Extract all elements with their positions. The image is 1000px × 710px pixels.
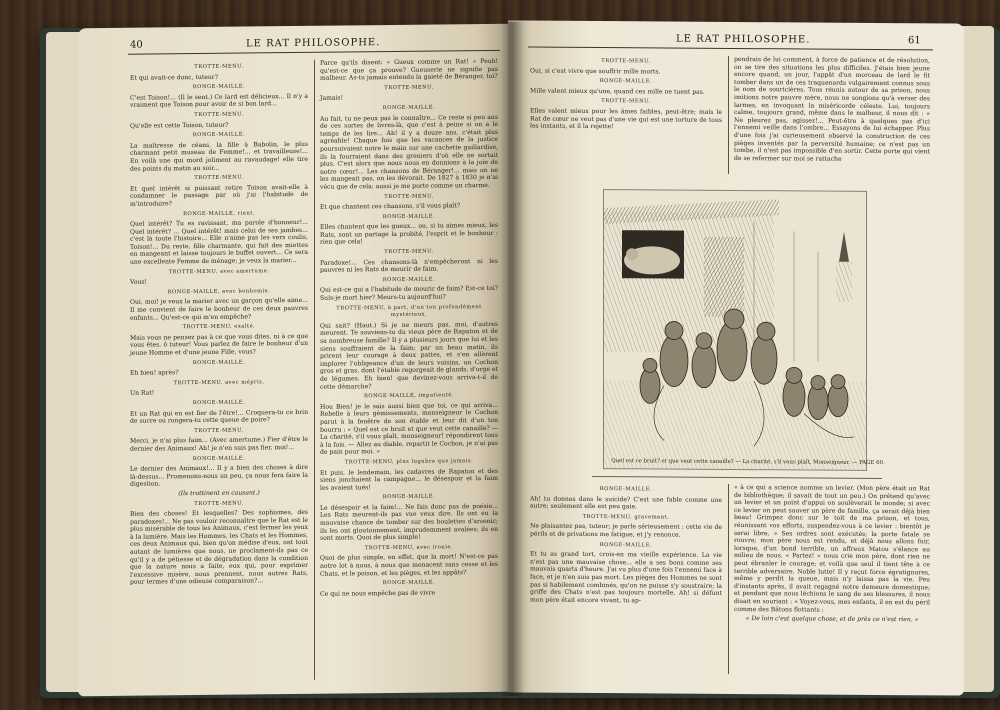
right-top-left-column [530, 55, 722, 166]
dialogue-paragraph: Merci, je n'ai plus faim... (Avec amertume.) Fier d'être le dernier des Animaux! Ah! je n'en suis pas fier, moi!... [130, 436, 308, 453]
dialogue-paragraph: Ce qui ne nous empêche pas de vivre [320, 589, 436, 598]
dialogue-paragraph: Eh bien! après? [130, 369, 179, 377]
speaker-name: RONGE-MAILLE. [192, 359, 246, 366]
speaker-name: RONGE-MAILLE. [382, 579, 436, 587]
speaker-name: TROTTE-MENU. [384, 248, 434, 256]
dialogue-paragraph: Hou Bien! je le sais aussi bien que toi, ce qui arriva... Rebelle à leurs gémissements, monseigneur le Cochon parut à la fenêtre de son étable et leur dit d'un ton bourru : « Quel est ce bruit et que veut cette canaille? — La charité, s'il vous plaît, monseigneur! répondirent tous à la fois. — Allez au diable, repartit le Cochon, je n'ai pas de pain pour moi. » [320, 401, 498, 457]
left-running-head: LE RAT PHILOSOPHE. [246, 37, 381, 50]
dialogue-paragraph: Ah! tu donnes dans le suicide? C'est une fable comme une autre; seulement elle est peu gaie. [530, 495, 722, 511]
dialogue-paragraph: Mille valent mieux qu'une, quand ces mille ne tuent pas. [530, 87, 705, 96]
left-column-1 [130, 60, 308, 692]
speaker-name: TROTTE-MENU. [194, 63, 244, 71]
speaker-name: TROTTE-MENU. [194, 427, 244, 434]
dialogue-paragraph: Et un Rat qui en est fier de l'être!... Croquera-tu ce brin de sucre ou rongera-tu cette queue de poire? [130, 408, 308, 425]
left-page-edges [46, 32, 80, 692]
right-head-rule [528, 47, 933, 51]
dialogue-paragraph: Et que chantent ces chansons, s'il vous plaît? [320, 202, 461, 211]
dialogue-paragraph: Oui, moi! je veux la marier avec un garçon qu'elle aime... Il me convient de faire le bonheur de ces deux pauvres enfants... Qu'est-ce qui m'en empêche? [130, 297, 308, 322]
dialogue-paragraph: Et tu as grand tort, crois-en ma vieille expérience. La vie n'est pas une mauvaise chose... elle a ses bons comme ses mauvais quarts d'heure. J'ai vu plus d'une fois l'ennemi face à face, et je n'en suis pas mort. Les pièges des Hommes ne sont pas si habilement combinés, qu'on ne puisse s'y soustraire; la griffe des Chats n'est pas toujours mortelle. Ah! si défunt mon père était encore vivant, tu ap- [530, 550, 722, 605]
speaker-name: RONGE-MAILLE. [382, 213, 436, 220]
right-page [508, 20, 964, 695]
dialogue-paragraph: Et quel intérêt si puissant retire Toison avait-elle à condamner le passage par où j'ai l'habitude de m'introduire? [130, 183, 308, 208]
dialogue-paragraph: Elles chantent que les gueux... ou, si tu aimes mieux, les Rats, sont un partage la probité, l'esprit et le bonheur : rien que cela! [320, 222, 498, 247]
speaker-name: RONGE-MAILLE. [599, 541, 653, 548]
speaker-name: TROTTE-MENU, avec ironie. [364, 544, 454, 552]
dialogue-paragraph: Au fait, tu ne peux pas le connaître... Ce reste si peu ans de ces sortes de livres-là, que c'est à peine si on a le temps de les lire... Ah! il y a douze ans, c'était plus agréable! Chaque fois que les vacances de la justice poursuivaient notre le main sur une cachette gaillardise, ils la fourraient dans des greniers d'où elle ne sortait plus. C'est alors que nous nous en donnions à la joie de notre cœur!... Les chansons de Béranger!... mais on ne les mangeait pas, on les dévorait. De 1827 à 1830 je n'ai vécu que de cela: aussi je me porte comme un charme. [320, 113, 498, 191]
speaker-name: TROTTE-MENU, gravement. [582, 513, 670, 521]
speaker-name: RONGE-MAILLE. [382, 104, 436, 112]
speaker-name: RONGE-MAILLE. [192, 399, 246, 407]
dialogue-paragraph: Quel intérêt? Tu es ravissant, ma parole d'honneur!... Quel intérêt? ... Quel intérêt! mais celui de ses jambes... c'est là toute l'histoire... Elle n'aime pas les vers coulis, Toison!... Du reste, fille charmante, qui fait des miettes en mangeant et laisse toujours le buffet ouvert... Ce sera une excellente Femme de ménage; je veux la marier... [130, 218, 308, 266]
dialogue-paragraph: Vous! [130, 278, 148, 286]
dialogue-paragraph: Qui est-ce qui a l'habitude de mourir de faim? Est-ce toi? Suis-je mort hier? Meurs-tu aujourd'hui? [320, 285, 498, 302]
speaker-name: RONGE-MAILLE. [382, 276, 436, 283]
dialogue-paragraph: pendrais de lui comment, à force de patience et de résolution, on se tire des situations les plus difficiles. J'étais bien jeune encore quand, un jour, l'appât d'un morceau de lard le fit tomber dans un de ces traquenards vulgairement connus sous le nom de souricières. Tous réunis autour de sa prison, nous imitions notre pauvre mère, nous ne songions qu'à verser des larmes, en invoquant la miséricorde céleste. Lui, toujours calme, toujours grand, même dans le malheur, il nous dit : « Ne pleurez pas, agissez!... Peut-être à quelques pas d'ici l'ennemi veille dans l'ombre... Essayons de lui échapper. Plus d'une fois j'ai curieusement observé la construction de ces pièges inventés par la perversité humaine; ce n'est pas un tombe, il n'est pas impossible d'en sortir. Cette porte qui vient de se refermer sur moi se rattache [734, 55, 930, 163]
speaker-name: TROTTE-MENU. [601, 98, 651, 105]
dialogue-paragraph: « à ce qui a science nomme un levier. (Mon père était un Rat de bibliothèque; il savait de tout un peu.) On prétend qu'avec un levier et un point d'appui on soulèverait le monde; si avec ce levier on peut sauver un père de famille, ça serait déjà bien beau! Grimpez donc sur le toit de ma prison, et tous, réunissant vos efforts, suspendez-vous à ce levier : bientôt je serai libre. » Ses ordres sont exécutés; la porte fatale se rouvre; mon père nous est rendu, et déjà nous allons fuir, lorsque, d'un bond terrible, un affreux Matou s'élance au milieu de nous. « Partez! » nous crie mon père, dont rien ne peut ébranler le courage; et voilà que seul il tient tête à ce terrible adversaire. Noble lutte! Il y reçut force égratignures, même y perdit la queue, mais n'y laissa pas la vie. Peu d'instants après, il avait regagné notre demeure domestique; et pendant que nous léchions le sang de ses blessures, il nous disait en souriant : « Voyez-vous, mes enfants, il en est du péril comme des Bâtons flottants : [734, 483, 930, 614]
speaker-name: TROTTE-MENU, à part, d'un ton profondément mystérieux. [336, 303, 482, 319]
right-page-edges [960, 26, 994, 692]
speaker-name: TROTTE-MENU. [384, 84, 434, 91]
speaker-name: TROTTE-MENU, plus lugubre que jamais. [344, 458, 474, 466]
dialogue-paragraph: Ne plaisantez pas, tuteur; je parle sérieusement : cette vie de périls et de privations me fatigue, et j'y renonce. [530, 522, 722, 539]
left-column-2 [320, 58, 498, 690]
dialogue-paragraph: Bien des choses! Et lesquelles? Des sophismes, des paradoxes!... Ne pas vouloir reconnaître que le Rat est le plus misérable de tous les Animaux, c'est fermer les yeux à la lumière. Mais les Hommes, les Chats et les Hommes, ces deux Animaux qui, bien qu'on médise d'eux, ont tout autant de lumières que nous, ne proclament-ils pas ce qu'il y a de pétiesse et de dégradation dans la condition que la nature nous a faite, eux qui, pour exprimer l'excessive misère, nous prennent, nous autres Rats, pour termes d'une odieuse comparaison?... [130, 508, 308, 587]
dialogue-paragraph: Qu'elle est cette Toison, tuteur? [130, 121, 229, 130]
dialogue-paragraph: Et qui avait-ce donc, tuteur? [130, 73, 218, 82]
speaker-name: RONGE-MAILLE. [599, 78, 653, 85]
dialogue-paragraph: Jamais! [320, 94, 344, 103]
right-top-column-rule [728, 56, 729, 174]
right-bottom-column-rule [728, 484, 729, 674]
dialogue-paragraph: La maîtresse de céans, la fille à Babolin, le plus charmant petit museau de Femme!... et travailleuse!... En voilà une qui mord joliment au ravaudage! elle tire des points du matin au soir... [130, 140, 308, 173]
dialogue-paragraph: Elles valent mieux pour les âmes faibles, peut-être; mais le Rat de cœur ne veut pas d'une vie qui est une torture de tous les instants, et il la rejette! [530, 107, 722, 131]
speaker-name: TROTTE-MENU, exalté. [182, 323, 256, 331]
speaker-name: TROTTE-MENU. [194, 111, 244, 119]
rats-at-stable-engraving [604, 190, 866, 470]
speaker-name: TROTTE-MENU. [384, 193, 434, 200]
speaker-name: RONGE-MAILLE. [192, 83, 246, 91]
dialogue-paragraph: Qui sait? (Haut.) Si je ne meurs pas, moi, d'autres meurent. Te souviens-tu du vieux père de Rapaton et de sa nombreuse famille? Il y a plusieurs jours que lui et les siens souffraient de la faim; par un beau matin, ils prirent leur courage à deux pattes, et s'en allèrent implorer l'obligeance d'un de leurs voisins, un Cochon gros et gras, dont l'étable regorgeait de glands, d'orge et de légumes. Eh bien! que devinez-vous arriva-t-il de cette démarche? [320, 320, 498, 391]
stable-door [704, 237, 744, 317]
speaker-name: TROTTE-MENU, avec amertume. [168, 267, 270, 275]
book-gutter-shadow [500, 22, 524, 696]
dialogue-paragraph: Quoi de plus simple, en effet, que la mort! N'est-ce pas notre lot à nous, à nous que menacent sans cesse et les Chats, et le poison, et les pièges, et les appâts? [320, 553, 498, 578]
speaker-name: RONGE-MAILLE, avec bonhomie. [167, 288, 271, 296]
dialogue-paragraph: Parce qu'ils disent: « Gueux comme un Rat! » Peuh! qu'est-ce que ça prouve? Gueuserie ne signifie pas malheur. As-tu jamais entendu la gaieté de Béranger, toi? [320, 57, 498, 82]
dialogue-paragraph: Oui, si c'est vivre que souffrir mille morts. [530, 67, 661, 76]
speaker-name: RONGE-MAILLE. [192, 131, 246, 139]
speaker-name: TROTTE-MENU. [194, 500, 244, 507]
dialogue-paragraph: C'est Toison!... (Il le sent.) Ce lard est délicieux... Il n'y a vraiment que Toison pour avoir de si bon lard... [130, 92, 308, 110]
right-running-head: LE RAT PHILOSOPHE. [676, 33, 811, 46]
speaker-name: RONGE-MAILLE, impatienté. [363, 392, 454, 400]
dialogue-paragraph: Le désespoir et la faim!... Ne fais donc pas de poésie... Les Rats meurent-ils pas vue veux dire. Ils ont eu la mauvaise chance de tomber sur des boulettes d'arsenic; ils les ont gloutonnement, imprudemment avalées; ils en sont morts. Quoi de plus simple! [320, 502, 498, 542]
dialogue-paragraph: Un Rat! [130, 389, 155, 398]
dialogue-paragraph: Mais vous ne pensez pas à ce que vous dites, ni à ce que vous êtes, ô tuteur! Vous parlez de faire le bonheur d'un jeune Homme et d'une jeune Fille, vous? [130, 332, 308, 357]
left-page-number: 40 [130, 39, 143, 51]
left-column-rule [314, 60, 315, 680]
speaker-name: TROTTE-MENU. [194, 174, 244, 182]
speaker-name: TROTTE-MENU, avec mépris. [173, 379, 265, 387]
stage-direction: (Ils trottinent en causant.) [178, 489, 260, 498]
dialogue-paragraph: Paradoxe!... Ces chansons-là n'empêcheront ni les pauvres ni les Rats de mourir de faim. [320, 257, 498, 274]
illustration-caption: Quel est ce bruit? et que veut cette canaille? — La charité, s'il vous plaît, Monseigneur. — PAGE 60. [611, 458, 885, 467]
speaker-name: RONGE-MAILLE. [382, 493, 436, 501]
engraving-illustration [603, 189, 867, 471]
right-bottom-right-column [734, 484, 930, 685]
speaker-name: RONGE-MAILLE. [192, 455, 246, 462]
speaker-name: TROTTE-MENU. [601, 58, 651, 65]
caption-separator [592, 476, 882, 479]
dialogue-paragraph: Le dernier des Animaux!... Il y a bien des choses à dire là-dessus... Promenons-nous un peu, ça nous fera faire la digestion. [130, 463, 308, 489]
dialogue-paragraph: Et puis, le lendemain, les cadavres de Rapaton et des siens jonchaient la campagne... le désespoir et la faim les avaient tués! [320, 467, 498, 492]
left-page [78, 24, 512, 697]
right-bottom-left-column [530, 483, 722, 684]
right-page-number: 61 [908, 35, 921, 47]
stage-direction: « De loin c'est quelque chose, et de près ce n'est rien. » [745, 615, 919, 624]
left-head-rule [128, 50, 500, 55]
right-top-right-column [734, 56, 930, 177]
speaker-name: RONGE-MAILLE, riant. [183, 209, 255, 217]
speaker-name: RONGE-MAILLE. [599, 486, 653, 493]
